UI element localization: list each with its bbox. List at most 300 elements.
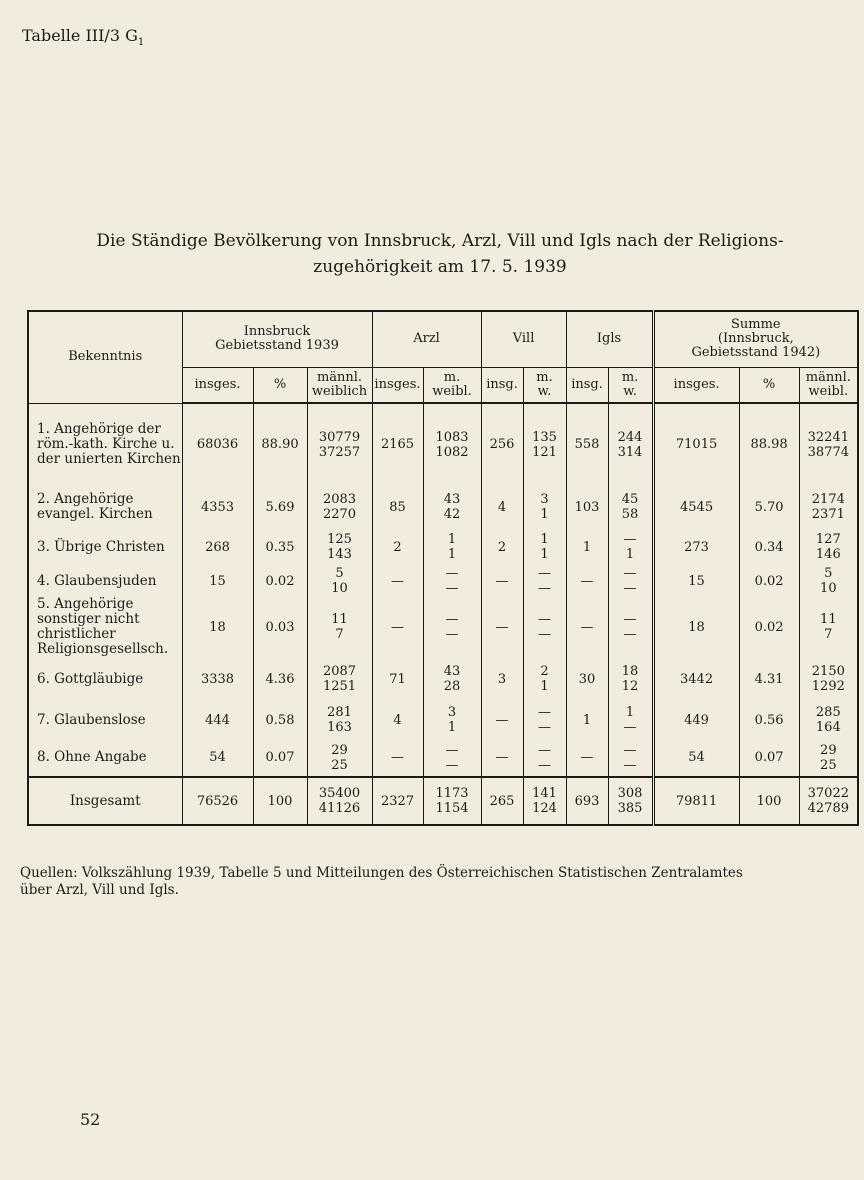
sum-mw	[799, 529, 858, 565]
sum-mw-female: 2371	[811, 507, 845, 522]
igls-mw-female: —	[623, 757, 637, 773]
igls-insg: 1	[566, 701, 608, 739]
vill-mw-female: 1	[540, 507, 549, 522]
sum-mw	[799, 597, 858, 657]
header-innsbruck	[182, 311, 372, 367]
sum-mw	[799, 403, 858, 485]
arzl-insges: —	[372, 739, 423, 777]
ibk-mw-stack	[331, 612, 348, 642]
arzl-mw-female: 1	[447, 547, 457, 562]
igls-mw	[608, 739, 653, 777]
igls-mw-female: 385	[617, 801, 643, 816]
sum-mw-male: 37022	[807, 786, 849, 801]
subheader-igls-w: w.	[623, 383, 637, 399]
sum-percent: 0.07	[739, 739, 799, 777]
header-bekenntnis: Bekenntnis	[28, 311, 182, 403]
ibk-mw	[307, 403, 372, 485]
header-igls: Igls	[566, 311, 653, 367]
sum-mw	[799, 739, 858, 777]
igls-mw	[608, 403, 653, 485]
vill-insg: 256	[481, 403, 523, 485]
subheader-arzl-weibl: weibl.	[432, 383, 472, 399]
vill-mw-female: —	[538, 627, 552, 642]
arzl-mw-male: 1083	[435, 429, 469, 445]
vill-mw	[523, 597, 566, 657]
sum-mw-stack	[820, 743, 837, 773]
vill-mw-female: —	[538, 720, 552, 735]
igls-mw	[608, 565, 653, 597]
arzl-mw-stack	[448, 532, 456, 562]
subheader-sum-insges: insges.	[653, 367, 739, 403]
page-number: 52	[80, 1110, 101, 1129]
sum-percent: 0.02	[739, 597, 799, 657]
arzl-mw-stack	[444, 492, 461, 522]
row-label: Insgesamt	[28, 777, 182, 825]
vill-mw-male: 3	[540, 492, 549, 507]
arzl-insges: 2327	[372, 777, 423, 825]
arzl-mw-male: 3	[447, 705, 457, 720]
table-label-subscript: 1	[137, 37, 145, 49]
sum-mw	[799, 657, 858, 701]
igls-mw-male: 45	[621, 492, 639, 507]
arzl-insges: 2	[372, 529, 423, 565]
vill-mw	[523, 403, 566, 485]
sum-insges: 79811	[653, 777, 739, 825]
vill-mw-male: 141	[532, 786, 557, 801]
table-row	[28, 701, 858, 739]
sum-mw-male: 2150	[811, 664, 845, 679]
header-summe-line-3: Gebietsstand 1942)	[691, 345, 821, 361]
sum-mw-male: 5	[824, 566, 833, 581]
arzl-mw-stack	[446, 743, 459, 773]
ibk-insges: 15	[182, 565, 253, 597]
ibk-mw	[307, 701, 372, 739]
igls-mw	[608, 701, 653, 739]
igls-mw-male: 18	[621, 664, 639, 679]
sum-mw-female: 164	[815, 720, 841, 735]
ibk-insges: 18	[182, 597, 253, 657]
igls-mw-stack	[622, 664, 639, 694]
ibk-mw-male: 11	[331, 612, 348, 627]
ibk-mw-male: 30779	[318, 429, 361, 445]
title-line-2: zugehörigkeit am 17. 5. 1939	[313, 257, 567, 277]
arzl-mw-female: —	[445, 581, 459, 596]
vill-mw	[523, 657, 566, 701]
ibk-mw-male: 35400	[318, 786, 361, 801]
table-row	[28, 403, 858, 485]
vill-mw-male: 135	[532, 429, 557, 445]
title-line-1: Die Ständige Bevölkerung von Innsbruck, Arzl, Vill und Igls nach der Religions-	[96, 231, 784, 251]
ibk-mw-female: 25	[331, 757, 348, 773]
subheader-vill-m: m.	[536, 369, 553, 385]
vill-mw-female: —	[538, 757, 552, 773]
sum-mw	[799, 701, 858, 739]
header-arzl: Arzl	[372, 311, 481, 367]
igls-mw-male: 244	[617, 429, 643, 445]
subheader-vill-mw	[523, 367, 566, 403]
row-label: 6. Gottgläubige	[28, 657, 182, 701]
ibk-mw-female: 37257	[318, 444, 361, 460]
igls-mw-stack	[618, 430, 643, 460]
vill-mw-stack	[532, 430, 557, 460]
arzl-mw	[423, 701, 481, 739]
arzl-insges: 85	[372, 485, 423, 529]
vill-mw	[523, 777, 566, 825]
subheader-arzl-insges: insges.	[372, 367, 423, 403]
igls-mw-female: —	[623, 720, 637, 735]
arzl-mw-female: 1082	[435, 444, 469, 460]
sum-insges: 18	[653, 597, 739, 657]
subheader-arzl-m: m.	[443, 369, 461, 385]
subheader-igls-insg: insg.	[566, 367, 608, 403]
igls-mw-female: 58	[621, 507, 639, 522]
ibk-mw	[307, 777, 372, 825]
source-line-1: Quellen: Volkszählung 1939, Tabelle 5 und Mitteilungen des Österreichischen Statistischen Zentralamtes	[20, 865, 743, 881]
arzl-insges: 4	[372, 701, 423, 739]
igls-insg: 30	[566, 657, 608, 701]
ibk-percent: 0.02	[253, 565, 307, 597]
vill-insg: 3	[481, 657, 523, 701]
sum-mw-female: 146	[815, 547, 841, 562]
igls-mw-female: 1	[625, 547, 635, 562]
sum-mw	[799, 565, 858, 597]
arzl-mw-stack	[435, 786, 468, 816]
table-label	[22, 26, 144, 48]
vill-mw-female: 1	[540, 547, 549, 562]
ibk-mw-female: 10	[331, 581, 348, 596]
row-label: 8. Ohne Angabe	[28, 739, 182, 777]
ibk-mw-stack	[319, 430, 360, 460]
table-row	[28, 565, 858, 597]
vill-mw	[523, 701, 566, 739]
igls-mw-stack	[624, 566, 637, 596]
vill-mw-stack	[540, 664, 548, 694]
sum-mw	[799, 485, 858, 529]
igls-mw-female: —	[623, 581, 637, 596]
sum-mw-female: 38774	[807, 444, 849, 460]
arzl-insges: 2165	[372, 403, 423, 485]
sum-mw-female: 25	[820, 757, 837, 773]
igls-mw-stack	[624, 743, 637, 773]
ibk-mw-stack	[323, 664, 356, 694]
row-label: 7. Glaubenslose	[28, 701, 182, 739]
ibk-mw-female: 143	[327, 547, 352, 562]
table-row	[28, 739, 858, 777]
arzl-insges: —	[372, 597, 423, 657]
ibk-mw-male: 2083	[322, 492, 357, 507]
arzl-mw	[423, 485, 481, 529]
table-row	[28, 657, 858, 701]
arzl-insges: —	[372, 565, 423, 597]
igls-mw-female: 314	[617, 444, 643, 460]
ibk-percent: 0.35	[253, 529, 307, 565]
vill-mw-male: 2	[540, 664, 549, 679]
vill-insg: 265	[481, 777, 523, 825]
arzl-mw-female: 1154	[435, 801, 469, 816]
arzl-mw	[423, 597, 481, 657]
ibk-insges: 54	[182, 739, 253, 777]
arzl-mw-male: 1	[447, 532, 457, 547]
row-label: 4. Glaubensjuden	[28, 565, 182, 597]
igls-mw-stack	[624, 705, 637, 735]
subheader-igls-m: m.	[621, 369, 639, 385]
ibk-percent: 0.03	[253, 597, 307, 657]
ibk-mw-male: 281	[327, 705, 352, 720]
vill-insg: 4	[481, 485, 523, 529]
ibk-mw	[307, 739, 372, 777]
subheader-vill-insg: insg.	[481, 367, 523, 403]
vill-mw-stack	[540, 532, 548, 562]
igls-mw-male: —	[623, 742, 637, 758]
ibk-mw-female: 41126	[318, 801, 361, 816]
subheader-ibk-weiblich: weiblich	[311, 383, 368, 399]
ibk-insges: 268	[182, 529, 253, 565]
sum-mw-male: 2174	[811, 492, 845, 507]
vill-insg: —	[481, 701, 523, 739]
sum-mw-stack	[808, 786, 849, 816]
igls-insg: 1	[566, 529, 608, 565]
arzl-mw	[423, 565, 481, 597]
igls-insg: 558	[566, 403, 608, 485]
arzl-mw	[423, 739, 481, 777]
sum-mw-female: 7	[824, 627, 833, 642]
ibk-insges: 68036	[182, 403, 253, 485]
arzl-mw-stack	[446, 612, 459, 642]
ibk-percent: 0.58	[253, 701, 307, 739]
ibk-percent: 0.07	[253, 739, 307, 777]
total-row	[28, 777, 858, 825]
subheader-arzl-mw	[423, 367, 481, 403]
header-innsbruck-line-1: Innsbruck	[243, 324, 311, 340]
sum-insges: 54	[653, 739, 739, 777]
igls-mw	[608, 597, 653, 657]
header-vill: Vill	[481, 311, 566, 367]
sum-mw	[799, 777, 858, 825]
sum-insges: 71015	[653, 403, 739, 485]
ibk-mw	[307, 485, 372, 529]
sum-insges: 15	[653, 565, 739, 597]
arzl-mw-male: —	[445, 742, 459, 758]
arzl-mw-female: 28	[443, 679, 461, 694]
header-summe	[653, 311, 858, 367]
vill-mw-male: —	[538, 612, 552, 627]
igls-mw-stack	[624, 532, 637, 562]
row-label: 2. Angehörige evangel. Kirchen	[28, 485, 182, 529]
ibk-insges: 444	[182, 701, 253, 739]
sum-mw-stack	[816, 705, 841, 735]
ibk-percent: 100	[253, 777, 307, 825]
sum-mw-male: 11	[820, 612, 837, 627]
arzl-mw-stack	[446, 566, 459, 596]
sum-mw-stack	[812, 664, 845, 694]
sum-percent: 0.34	[739, 529, 799, 565]
subheader-ibk-maennl: männl.	[316, 369, 363, 385]
ibk-mw-female: 1251	[322, 679, 357, 694]
sum-percent: 4.31	[739, 657, 799, 701]
sum-mw-male: 29	[820, 742, 837, 758]
subheader-igls-mw	[608, 367, 653, 403]
table-label-main: Tabelle III/3 G	[22, 26, 138, 45]
arzl-mw-male: 43	[443, 664, 461, 679]
ibk-mw-stack	[323, 492, 356, 522]
igls-insg: 693	[566, 777, 608, 825]
ibk-mw-male: 125	[327, 532, 352, 547]
igls-mw-stack	[618, 786, 643, 816]
igls-insg: —	[566, 739, 608, 777]
sum-percent: 88.98	[739, 403, 799, 485]
subheader-sum-weibl: weibl.	[808, 383, 849, 399]
vill-mw-female: 1	[540, 679, 549, 694]
subheader-vill-w: w.	[537, 383, 552, 399]
sum-percent: 5.70	[739, 485, 799, 529]
arzl-mw-male: —	[445, 612, 459, 627]
vill-mw-male: —	[538, 566, 552, 581]
sum-insges: 449	[653, 701, 739, 739]
table-row	[28, 597, 858, 657]
vill-insg: —	[481, 597, 523, 657]
arzl-mw-female: —	[445, 757, 459, 773]
arzl-insges: 71	[372, 657, 423, 701]
arzl-mw-female: —	[445, 627, 459, 642]
vill-mw-male: —	[538, 742, 552, 758]
igls-mw-female: —	[623, 627, 637, 642]
sum-mw-stack	[820, 612, 837, 642]
igls-mw-female: 12	[621, 679, 639, 694]
ibk-mw-female: 7	[335, 627, 344, 642]
row-label: 5. Angehörige sonstiger nicht christlicher Religionsgesellsch.	[28, 597, 182, 657]
sum-mw-female: 42789	[807, 801, 849, 816]
igls-mw-male: 1	[625, 705, 635, 720]
igls-mw-male: —	[623, 532, 637, 547]
arzl-mw-male: 1173	[435, 786, 469, 801]
row-label: 3. Übrige Christen	[28, 529, 182, 565]
vill-mw	[523, 565, 566, 597]
row-label: 1. Angehörige der röm.-kath. Kirche u. der unierten Kirchen	[28, 403, 182, 485]
vill-mw-stack	[538, 566, 551, 596]
source-line-2: über Arzl, Vill und Igls.	[20, 882, 179, 898]
igls-insg: —	[566, 597, 608, 657]
sum-mw-female: 1292	[811, 679, 845, 694]
vill-mw-female: 124	[532, 801, 557, 816]
vill-mw-stack	[538, 705, 551, 735]
page-title	[40, 228, 840, 280]
vill-mw	[523, 739, 566, 777]
table-body	[28, 403, 858, 825]
vill-mw	[523, 485, 566, 529]
religion-table	[27, 310, 859, 826]
ibk-mw	[307, 529, 372, 565]
vill-insg: 2	[481, 529, 523, 565]
sum-percent: 100	[739, 777, 799, 825]
arzl-mw	[423, 403, 481, 485]
ibk-insges: 3338	[182, 657, 253, 701]
ibk-mw-male: 5	[335, 566, 344, 581]
igls-mw-male: 308	[617, 786, 643, 801]
arzl-mw-female: 42	[443, 507, 461, 522]
arzl-mw-stack	[448, 705, 456, 735]
arzl-mw	[423, 529, 481, 565]
ibk-mw-male: 2087	[322, 664, 357, 679]
ibk-mw	[307, 597, 372, 657]
igls-insg: 103	[566, 485, 608, 529]
header-summe-line-2: (Innsbruck,	[717, 331, 794, 347]
sum-mw-stack	[808, 430, 849, 460]
ibk-mw	[307, 565, 372, 597]
ibk-percent: 88.90	[253, 403, 307, 485]
ibk-insges: 76526	[182, 777, 253, 825]
subheader-ibk-insges: insges.	[182, 367, 253, 403]
arzl-mw	[423, 777, 481, 825]
ibk-mw-stack	[327, 705, 352, 735]
sum-mw-male: 285	[815, 705, 841, 720]
ibk-percent: 4.36	[253, 657, 307, 701]
arzl-mw-stack	[435, 430, 468, 460]
igls-mw-male: —	[623, 566, 637, 581]
vill-mw-male: —	[538, 705, 552, 720]
arzl-mw-male: —	[445, 566, 459, 581]
igls-mw	[608, 657, 653, 701]
igls-insg: —	[566, 565, 608, 597]
vill-insg: —	[481, 565, 523, 597]
sum-percent: 0.56	[739, 701, 799, 739]
vill-mw-stack	[540, 492, 548, 522]
ibk-mw-stack	[331, 566, 348, 596]
sum-mw-male: 127	[815, 532, 841, 547]
ibk-percent: 5.69	[253, 485, 307, 529]
ibk-mw-stack	[319, 786, 360, 816]
sum-mw-stack	[820, 566, 837, 596]
ibk-mw-female: 2270	[322, 507, 357, 522]
table-row	[28, 485, 858, 529]
subheader-sum-percent: %	[739, 367, 799, 403]
subheader-sum-maennl: männl.	[805, 369, 851, 385]
table-row	[28, 529, 858, 565]
header-row-top	[28, 311, 858, 367]
ibk-mw	[307, 657, 372, 701]
subheader-sum-mw	[799, 367, 858, 403]
header-innsbruck-line-2: Gebietsstand 1939	[215, 338, 339, 354]
subheader-ibk-percent: %	[253, 367, 307, 403]
igls-mw-stack	[624, 612, 637, 642]
igls-mw-male: —	[623, 612, 637, 627]
sum-insges: 273	[653, 529, 739, 565]
ibk-mw-male: 29	[331, 742, 348, 758]
vill-mw-stack	[538, 743, 551, 773]
vill-mw-female: 121	[532, 444, 557, 460]
sum-percent: 0.02	[739, 565, 799, 597]
arzl-mw-female: 1	[447, 720, 457, 735]
arzl-mw	[423, 657, 481, 701]
vill-mw-stack	[532, 786, 557, 816]
igls-mw	[608, 777, 653, 825]
sum-mw-male: 32241	[807, 429, 849, 445]
vill-mw	[523, 529, 566, 565]
sum-mw-female: 10	[820, 581, 837, 596]
sum-mw-stack	[816, 532, 841, 562]
sum-mw-stack	[812, 492, 845, 522]
vill-mw-female: —	[538, 581, 552, 596]
ibk-mw-stack	[327, 532, 352, 562]
sum-insges: 3442	[653, 657, 739, 701]
vill-insg: —	[481, 739, 523, 777]
header-summe-line-1: Summe	[731, 317, 781, 333]
sum-insges: 4545	[653, 485, 739, 529]
vill-mw-male: 1	[540, 532, 549, 547]
subheader-ibk-mw	[307, 367, 372, 403]
source-note	[20, 865, 864, 899]
vill-mw-stack	[538, 612, 551, 642]
arzl-mw-male: 43	[443, 492, 461, 507]
